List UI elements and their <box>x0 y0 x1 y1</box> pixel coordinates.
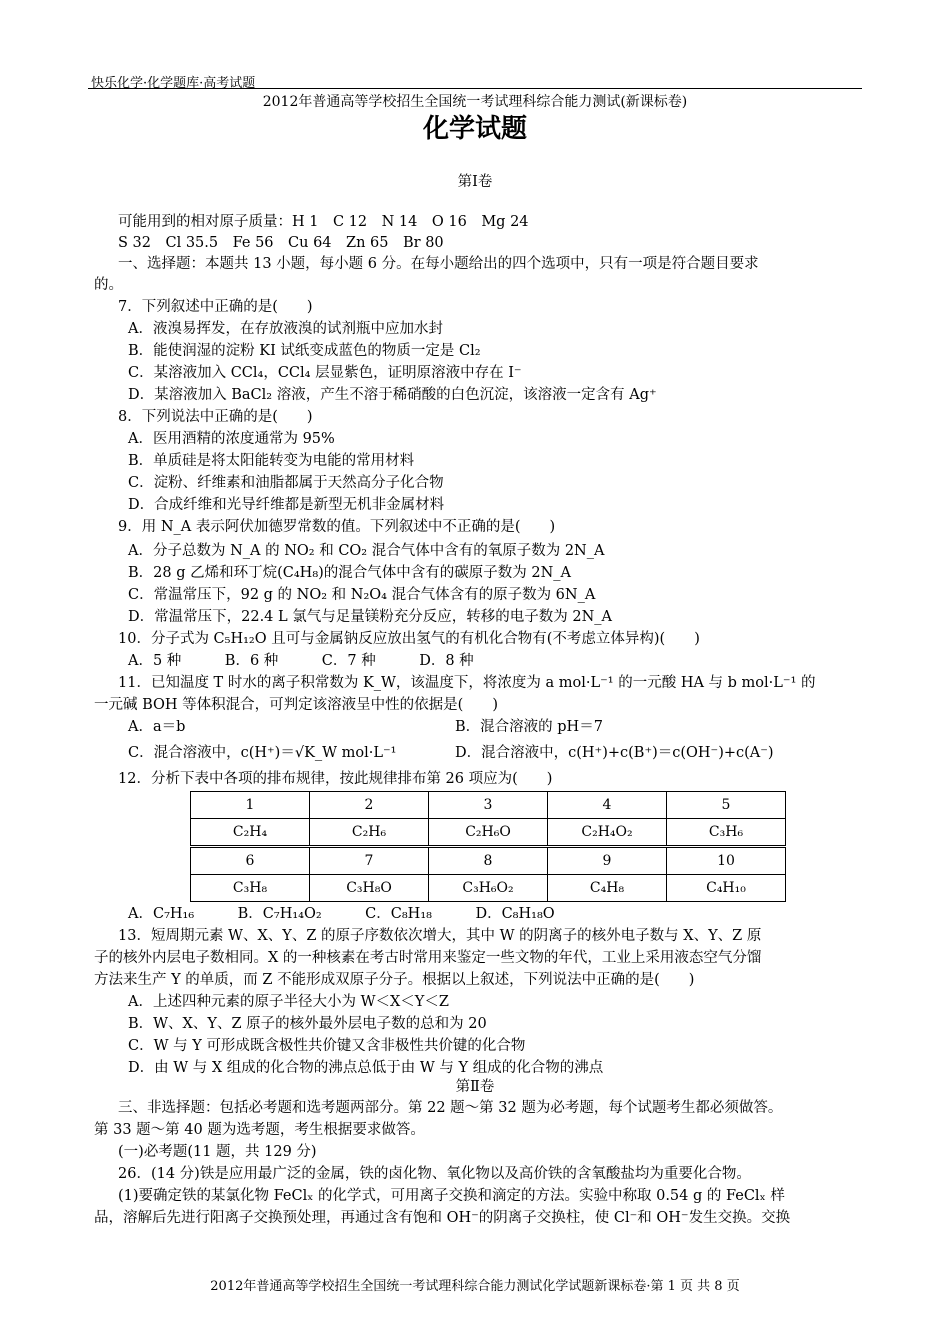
q26-part1-line2: 品，溶解后先进行阳离子交换预处理，再通过含有饱和 OH⁻的阴离子交换柱，使 Cl⁻和 OH⁻发生交换。交换 <box>94 1210 791 1226</box>
q11-stem-2: 一元碱 BOH 等体积混合，可判定该溶液呈中性的依据是( ) <box>94 697 498 713</box>
q7-option-a: A．液溴易挥发，在存放液溴的试剂瓶中应加水封 <box>128 321 443 337</box>
part2-heading: 第Ⅱ卷 <box>455 1079 495 1095</box>
q9-stem: 9．用 N_A 表示阿伏加德罗常数的值。下列叙述中不正确的是( ) <box>118 519 556 535</box>
q9-option-b: B．28 g 乙烯和环丁烷(C₄H₈)的混合气体中含有的碳原子数为 2N_A <box>128 565 572 581</box>
q9-option-c: C．常温常压下，92 g 的 NO₂ 和 N₂O₄ 混合气体含有的原子数为 6N_A <box>128 587 596 603</box>
page-header: 快乐化学·化学题库·高考试题 <box>91 76 256 91</box>
table-cell: 5 <box>667 792 786 819</box>
q9-option-d: D．常温常压下，22.4 L 氯气与足量镁粉充分反应，转移的电子数为 2N_A <box>128 609 612 625</box>
table-row <box>191 875 786 902</box>
q26-stem: 26．(14 分)铁是应用最广泛的金属，铁的卤化物、氧化物以及高价铁的含氧酸盐均为重要化合物。 <box>118 1166 751 1182</box>
q8-stem: 8．下列说法中正确的是( ) <box>118 409 313 425</box>
q8-option-c: C．淀粉、纤维素和油脂都属于天然高分子化合物 <box>128 475 444 491</box>
table-cell: 8 <box>429 848 548 875</box>
table-cell: C₄H₁₀ <box>667 875 786 902</box>
sequence-table-2 <box>190 847 786 902</box>
q8-option-b: B．单质硅是将太阳能转变为电能的常用材料 <box>128 453 415 469</box>
q8-option-a: A．医用酒精的浓度通常为 95% <box>128 431 335 447</box>
q12-stem: 12．分析下表中各项的排布规律，按此规律排布第 26 项应为( ) <box>118 771 553 787</box>
header-rule <box>88 88 862 89</box>
table-row <box>191 848 786 875</box>
q13-option-b: B．W、X、Y、Z 原子的核外最外层电子数的总和为 20 <box>128 1016 487 1032</box>
q13-option-c: C．W 与 Y 可形成既含极性共价键又含非极性共价键的化合物 <box>128 1038 526 1054</box>
table-cell: 9 <box>548 848 667 875</box>
q11-option-d: D．混合溶液中，c(H⁺)+c(B⁺)＝c(OH⁻)+c(A⁻) <box>455 745 774 761</box>
atomic-masses-1: 可能用到的相对原子质量：H 1 C 12 N 14 O 16 Mg 24 <box>118 214 529 230</box>
q13-option-a: A．上述四种元素的原子半径大小为 W＜X＜Y＜Z <box>128 994 449 1010</box>
table-cell: C₂H₄O₂ <box>548 819 667 846</box>
q12-options: A．C₇H₁₆ B．C₇H₁₄O₂ C．C₈H₁₈ D．C₈H₁₈O <box>128 906 555 922</box>
q11-stem-1: 11．已知温度 T 时水的离子积常数为 K_W，该温度下，将浓度为 a mol·L⁻¹ 的一元酸 HA 与 b mol·L⁻¹ 的 <box>118 675 816 691</box>
section1-line2: 的。 <box>94 277 123 293</box>
table-cell: C₃H₆ <box>667 819 786 846</box>
q13-stem-3: 方法来生产 Y 的单质，而 Z 不能形成双原子分子。根据以上叙述，下列说法中正确的是( ) <box>94 972 695 988</box>
section3-line2: 第 33 题～第 40 题为选考题，考生根据要求做答。 <box>94 1122 425 1138</box>
section3-line1: 三、非选择题：包括必考题和选考题两部分。第 22 题～第 32 题为必考题，每个试题考生都必须做答。 <box>118 1100 783 1116</box>
q11-option-a: A．a＝b <box>128 719 186 735</box>
q7-option-b: B．能使润湿的淀粉 KI 试纸变成蓝色的物质一定是 Cl₂ <box>128 343 481 359</box>
table-cell: C₂H₄ <box>191 819 310 846</box>
table-cell: 7 <box>310 848 429 875</box>
table-cell: C₂H₆O <box>429 819 548 846</box>
table-cell: 2 <box>310 792 429 819</box>
table-cell: 1 <box>191 792 310 819</box>
q7-option-d: D．某溶液加入 BaCl₂ 溶液，产生不溶于稀硝酸的白色沉淀，该溶液一定含有 Ag⁺ <box>128 387 657 403</box>
required-heading: (一)必考题(11 题，共 129 分) <box>118 1144 317 1160</box>
table-cell: 6 <box>191 848 310 875</box>
part1-heading: 第Ⅰ卷 <box>457 174 493 190</box>
q13-stem-1: 13．短周期元素 W、X、Y、Z 的原子序数依次增大，其中 W 的阴离子的核外电子数与 X、Y、Z 原 <box>118 928 762 944</box>
q8-option-d: D．合成纤维和光导纤维都是新型无机非金属材料 <box>128 497 445 513</box>
q7-option-c: C．某溶液加入 CCl₄，CCl₄ 层显紫色，证明原溶液中存在 I⁻ <box>128 365 522 381</box>
table-cell: C₃H₆O₂ <box>429 875 548 902</box>
table-cell: 10 <box>667 848 786 875</box>
q10-options: A．5 种 B．6 种 C．7 种 D．8 种 <box>128 653 474 669</box>
exam-line: 2012年普通高等学校招生全国统一考试理科综合能力测试(新课标卷) <box>262 94 688 110</box>
q26-part1-line1: (1)要确定铁的某氯化物 FeClₓ 的化学式，可用离子交换和滴定的方法。实验中称取 0.54 g 的 FeClₓ 样 <box>118 1188 785 1204</box>
table-cell: C₄H₈ <box>548 875 667 902</box>
page-title: 化学试题 <box>422 114 527 144</box>
page-footer: 2012年普通高等学校招生全国统一考试理科综合能力测试化学试题新课标卷·第 1 页 共 8 页 <box>210 1279 740 1294</box>
q11-option-c: C．混合溶液中，c(H⁺)＝√K_W mol·L⁻¹ <box>128 745 397 761</box>
table-row <box>191 792 786 819</box>
table-cell: C₃H₈ <box>191 875 310 902</box>
atomic-masses-2: S 32 Cl 35.5 Fe 56 Cu 64 Zn 65 Br 80 <box>118 235 444 251</box>
q11-option-b: B．混合溶液的 pH＝7 <box>455 719 603 735</box>
q10-stem: 10．分子式为 C₅H₁₂O 且可与金属钠反应放出氢气的有机化合物有(不考虑立体异构)( ) <box>118 631 700 647</box>
q9-option-a: A．分子总数为 N_A 的 NO₂ 和 CO₂ 混合气体中含有的氧原子数为 2N_A <box>128 543 605 559</box>
table-cell: C₃H₈O <box>310 875 429 902</box>
table-cell: 4 <box>548 792 667 819</box>
section1-line1: 一、选择题：本题共 13 小题，每小题 6 分。在每小题给出的四个选项中，只有一项是符合题目要求 <box>118 256 759 272</box>
sequence-table <box>190 791 786 846</box>
q13-option-d: D．由 W 与 X 组成的化合物的沸点总低于由 W 与 Y 组成的化合物的沸点 <box>128 1060 604 1076</box>
q7-stem: 7．下列叙述中正确的是( ) <box>118 299 313 315</box>
table-cell: 3 <box>429 792 548 819</box>
table-row <box>191 819 786 846</box>
q13-stem-2: 子的核外内层电子数相同。X 的一种核素在考古时常用来鉴定一些文物的年代，工业上采用液态空气分馏 <box>94 950 762 966</box>
table-cell: C₂H₆ <box>310 819 429 846</box>
